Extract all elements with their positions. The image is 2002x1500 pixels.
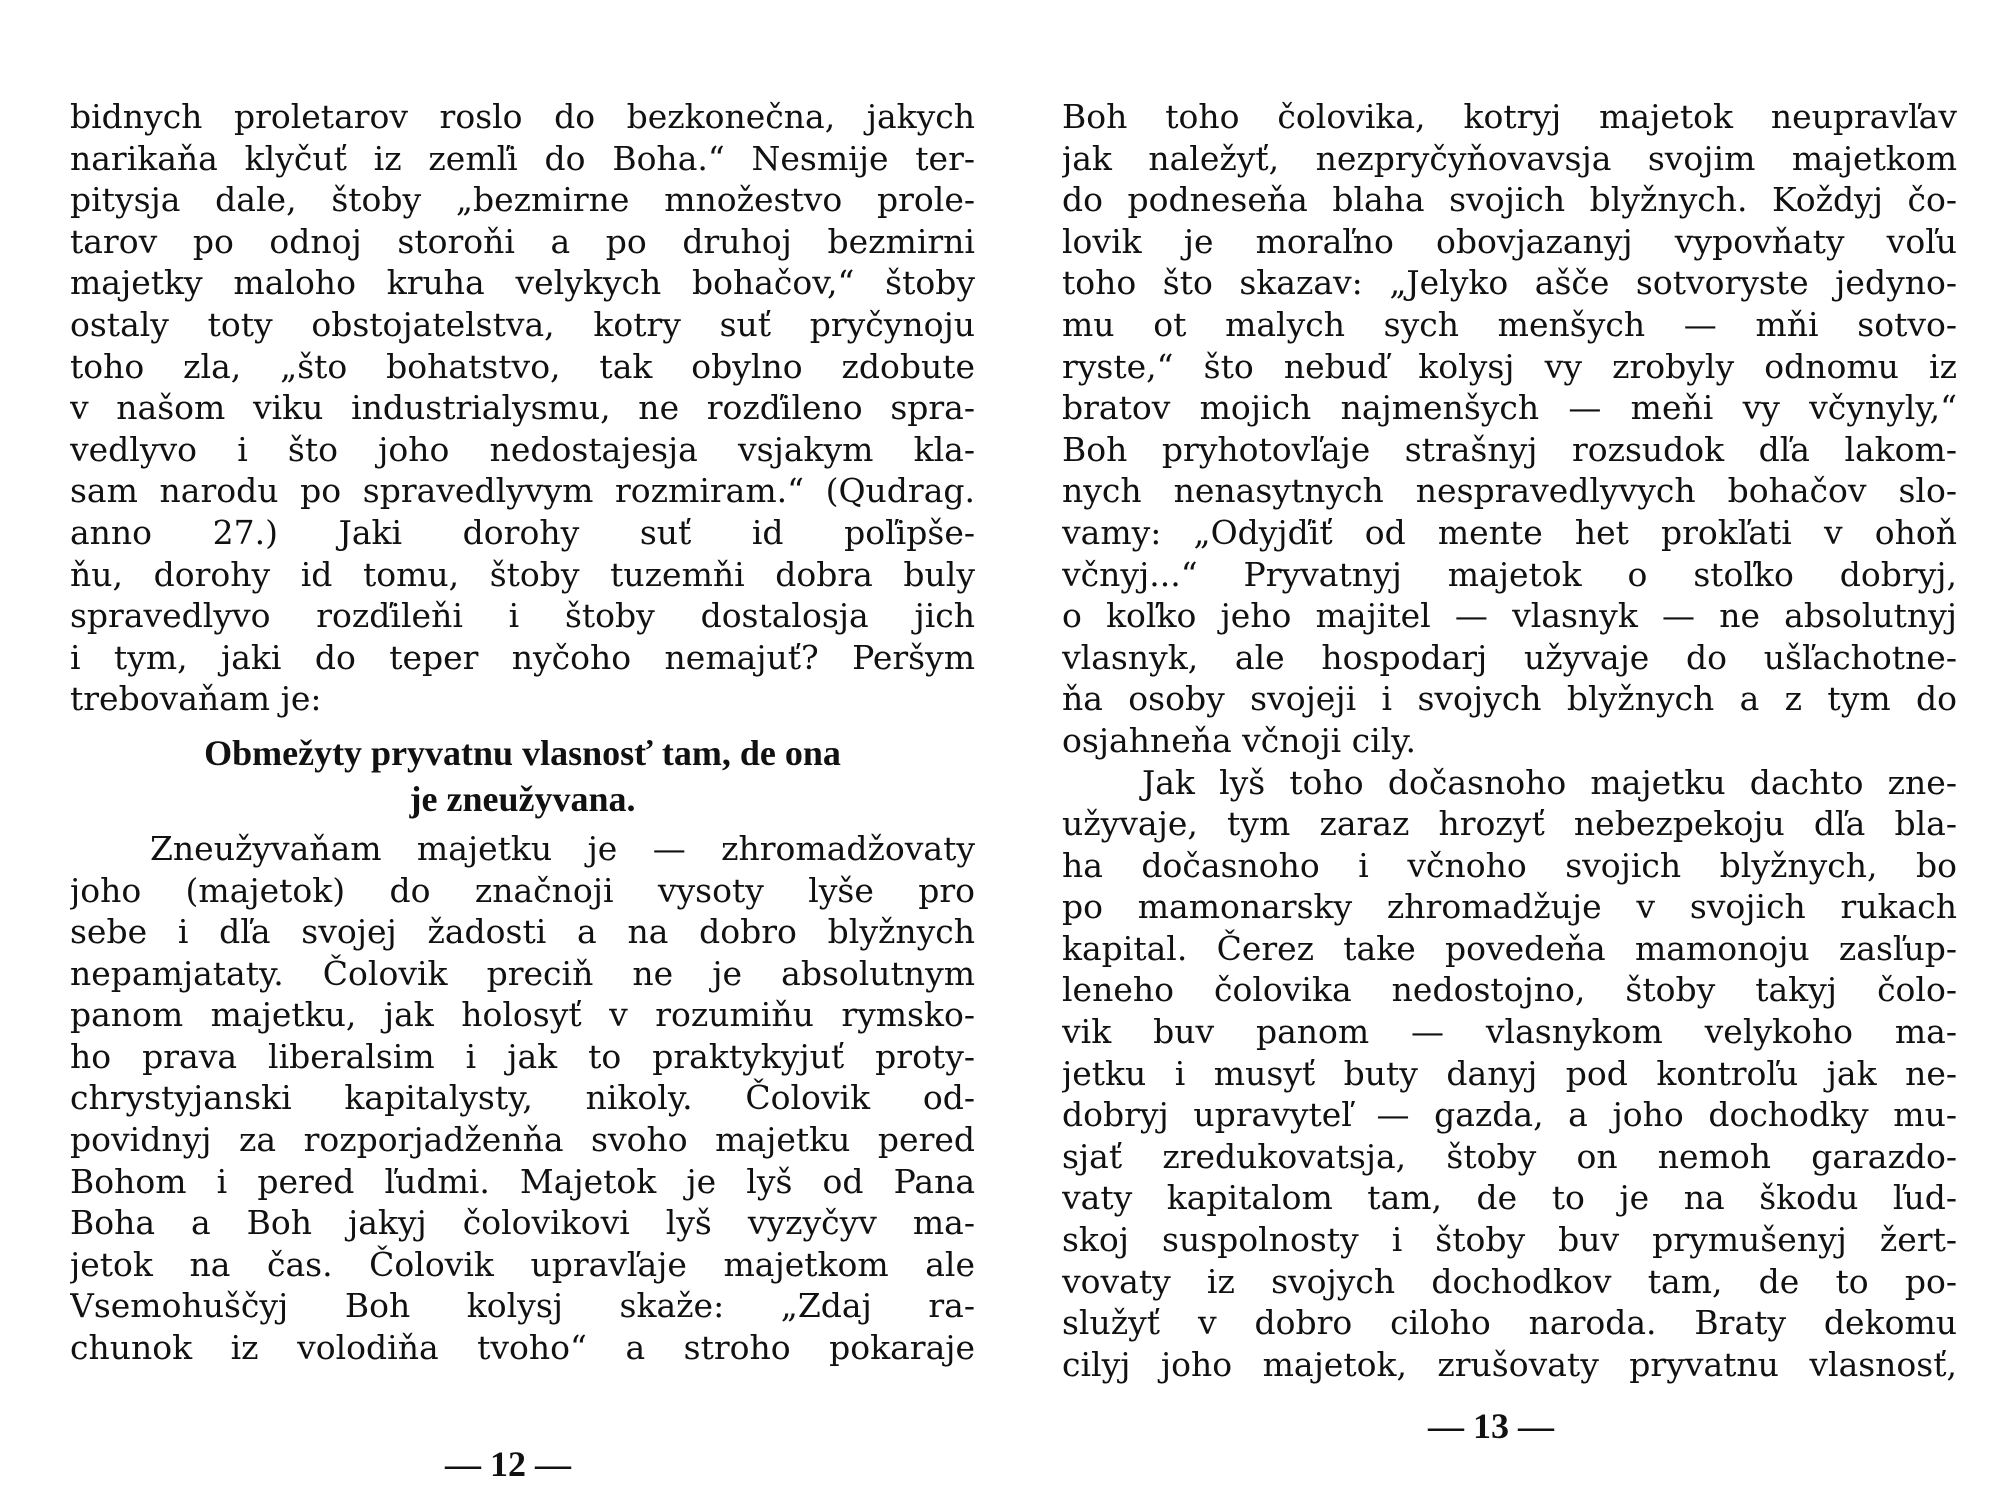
text-line: jak naležyť, nezpryčyňovavsja svojim majetkom xyxy=(1062,138,1957,178)
text-line: sam narodu po spravedlyvym rozmiram.“ (Qudrag. xyxy=(70,471,975,511)
text-line: včnyj...“ Pryvatnyj majetok o stoľko dobryj, xyxy=(1062,554,1957,594)
text-line: mu ot malych sych menšych — mňi sotvo- xyxy=(1062,304,1957,344)
text-line: leneho čolovika nedostojno, štoby takyj čolo- xyxy=(1062,970,1957,1010)
text-line: toho što skazav: „Jelyko ašče sotvoryste jedyno- xyxy=(1062,263,1957,303)
text-line: Bohom i pered ľudmi. Majetok je lyš od Pana xyxy=(70,1161,975,1201)
text-line: vedlyvo i što joho nedostajesja vsjakym kla- xyxy=(70,429,975,469)
text-line: joho (majetok) do značnoji vysoty lyše pro xyxy=(70,870,975,910)
text-line: Boha a Boh jakyj čolovikovi lyš vyzyčyv ma- xyxy=(70,1203,975,1243)
text-line: Zneužyvaňam majetku je — zhromadžovaty xyxy=(150,828,975,868)
text-line: narikaňa klyčuť iz zemľi do Boha.“ Nesmije ter- xyxy=(70,138,975,178)
text-line: ostaly toty obstojatelstva, kotry suť pryčynoju xyxy=(70,304,975,344)
text-line: sebe i dľa svojej žadosti a na dobro blyžnych xyxy=(70,912,975,952)
text-line: panom majetku, jak holosyť v rozumiňu rymsko- xyxy=(70,995,975,1035)
text-line: Jak lyš toho dočasnoho majetku dachto zne- xyxy=(1142,762,1957,802)
text-line: vovaty iz svojych dochodkov tam, de to po- xyxy=(1062,1261,1957,1301)
text-line: pitysja dale, štoby „bezmirne množestvo prole- xyxy=(70,180,975,220)
text-line: užyvaje, tym zaraz hrozyť nebezpekoju dľa bla- xyxy=(1062,804,1957,844)
page-number-right: — 13 — xyxy=(1428,1406,1554,1446)
text-line: do podneseňa blaha svojich blyžnych. Koždyj čo- xyxy=(1062,180,1957,220)
page-number-left: — 12 — xyxy=(445,1444,571,1484)
text-line: ňu, dorohy id tomu, štoby tuzemňi dobra buly xyxy=(70,554,975,594)
text-line: chrystyjanski kapitalysty, nikoly. Čolovik od- xyxy=(70,1078,975,1118)
right-page-text-top xyxy=(1062,96,1957,762)
text-line: anno 27.) Jaki dorohy suť id poľipše- xyxy=(70,512,975,552)
text-line: Vsemohuščyj Boh kolysj skaže: „Zdaj ra- xyxy=(70,1286,975,1326)
text-line: ho prava liberalsim i jak to praktykyjuť proty- xyxy=(70,1036,975,1076)
text-line: trebovaňam je: xyxy=(70,679,322,719)
text-line: i tym, jaki do teper nyčoho nemajuť? Peršym xyxy=(70,637,975,677)
text-line: tarov po odnoj storoňi a po druhoj bezmirni xyxy=(70,221,975,261)
text-line: cilyj joho majetok, zrušovaty pryvatnu vlasnosť, xyxy=(1062,1344,1957,1384)
left-page-text-bottom xyxy=(70,828,975,1369)
text-line: toho zla, „što bohatstvo, tak obylno zdobute xyxy=(70,346,975,386)
right-page xyxy=(1062,96,1957,1385)
text-line: ha dočasnoho i včnoho svojich blyžnych, bo xyxy=(1062,845,1957,885)
text-line: ryste,“ što nebuď kolysj vy zrobyly odnomu iz xyxy=(1062,346,1957,386)
text-line: jetok na čas. Čolovik upravľaje majetkom ale xyxy=(70,1244,975,1284)
text-line: Boh toho čolovika, kotryj majetok neupravľav xyxy=(1062,97,1957,136)
heading-line: je zneužyvana. xyxy=(409,778,636,819)
text-line: chunok iz volodiňa tvoho“ a stroho pokaraje xyxy=(70,1328,975,1368)
text-line: po mamonarsky zhromadžuje v svojich rukach xyxy=(1062,887,1957,927)
text-line: vlasnyk, ale hospodarj užyvaje do ušľachotne- xyxy=(1062,637,1957,677)
text-line: vik buv panom — vlasnykom velykoho ma- xyxy=(1062,1012,1957,1052)
text-line: vamy: „Odyjďiť od mente het prokľati v ohoň xyxy=(1062,512,1957,552)
text-line: spravedlyvo rozďileňi i štoby dostalosja jich xyxy=(70,596,975,636)
left-page xyxy=(70,96,975,1369)
text-line: lovik je moraľno obovjazanyj vypovňaty voľu xyxy=(1062,221,1957,261)
text-line: sjať zredukovatsja, štoby on nemoh garazdo- xyxy=(1062,1136,1957,1176)
text-line: ňa osoby svojeji i svojych blyžnych a z tym do xyxy=(1062,679,1957,719)
text-line: povidnyj za rozporjadženňa svoho majetku pered xyxy=(70,1120,975,1160)
right-page-text-bottom xyxy=(1062,762,1957,1386)
text-line: o koľko jeho majitel — vlasnyk — ne absolutnyj xyxy=(1062,596,1957,636)
text-line: Boh pryhotovľaje strašnyj rozsudok dľa lakom- xyxy=(1062,429,1957,469)
heading-line: Obmežyty pryvatnu vlasnosť tam, de ona xyxy=(204,732,841,773)
text-line: osjahneňa včnoji cily. xyxy=(1062,720,1417,760)
left-page-text-top xyxy=(70,96,975,720)
text-line: bidnych proletarov roslo do bezkonečna, jakych xyxy=(70,97,975,136)
text-line: jetku i musyť buty danyj pod kontroľu jak ne- xyxy=(1062,1053,1957,1093)
text-line: v našom viku industrialysmu, ne rozďileno spra- xyxy=(70,388,975,428)
text-line: dobryj upravyteľ — gazda, a joho dochodky mu- xyxy=(1062,1095,1957,1135)
text-line: nepamjataty. Čolovik preciň ne je absolutnym xyxy=(70,953,975,993)
section-heading xyxy=(70,730,975,822)
text-line: vaty kapitalom tam, de to je na škodu ľud- xyxy=(1062,1178,1957,1218)
text-line: skoj suspolnosty i štoby buv prymušenyj žert- xyxy=(1062,1220,1957,1260)
text-line: bratov mojich najmenšych — meňi vy včynyly,“ xyxy=(1062,388,1957,428)
text-line: nych nenasytnych nespravedlyvych bohačov slo- xyxy=(1062,471,1957,511)
text-line: majetky maloho kruha velykych bohačov,“ štoby xyxy=(70,263,975,303)
text-line: kapital. Čerez take povedeňa mamonoju zasľup- xyxy=(1062,928,1957,968)
text-line: služyť v dobro ciloho naroda. Braty dekomu xyxy=(1062,1303,1957,1343)
